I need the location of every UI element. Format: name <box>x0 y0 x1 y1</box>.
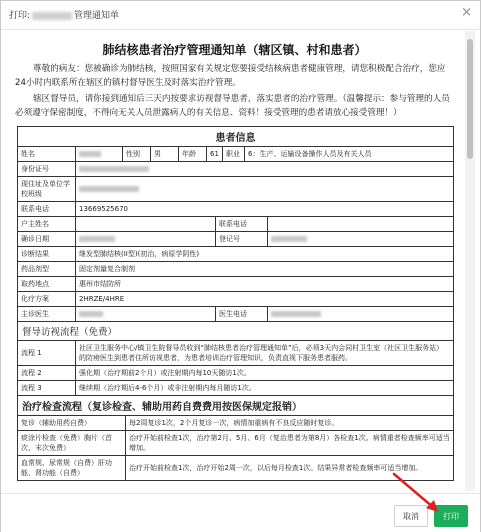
plan-value: 2HRZE/4HRE <box>79 295 125 303</box>
diag-result-value: 继发型肺结核(II型)(初治，病原学阴性) <box>79 250 200 258</box>
phone-value: 13669525670 <box>79 205 128 213</box>
table-row <box>18 247 453 262</box>
drug-type-label: 药品剂型 <box>18 262 76 276</box>
content-scrollbar[interactable] <box>465 31 475 491</box>
reg-date-value <box>268 232 453 246</box>
followup-r3-text: 治疗开始前检查1次，治疗开始2周一次，以后每月检查1次。结果异常者检查频率可适当增加。 <box>129 464 423 472</box>
table-row <box>18 232 453 247</box>
intro-paragraph-1: 尊敬的病友：您被确诊为肺结核，按照国家有关规定您要接受结核病患者健康管理，请您积极配合治疗，您应24小时内联系所在辖区的镇村督导医生及时落实治疗管理。 <box>15 64 446 88</box>
age-label: 年龄 <box>179 147 207 161</box>
dialog-title <box>9 8 119 21</box>
print-button[interactable]: 打印 <box>434 505 468 527</box>
age-value: 61 <box>207 147 223 161</box>
plan-label: 化疗方案 <box>18 292 76 306</box>
scrollbar-thumb[interactable] <box>467 39 473 159</box>
doctor-phone-value <box>268 307 453 321</box>
householder-label: 户主姓名 <box>18 217 76 231</box>
table-row <box>18 416 453 431</box>
flow2-text: 强化期（治疗期前2个月）或注射期内每10天随访1次。 <box>79 369 251 377</box>
table-row <box>18 381 453 396</box>
dialog-footer <box>1 493 480 532</box>
name-label: 姓名 <box>18 147 76 161</box>
job-label: 职业 <box>223 147 245 161</box>
doctor-value <box>76 307 216 321</box>
followup-r2-label: 痰涂片检查（免费）胸片（首次、末次免费） <box>18 431 126 455</box>
table-row <box>18 366 453 381</box>
contact-phone-label: 联系电话 <box>216 217 268 231</box>
phone-label: 联系电话 <box>18 202 76 216</box>
dialog-title-prefix: 打印: <box>9 11 31 21</box>
table-row <box>18 307 453 322</box>
diag-result-label: 诊断结果 <box>18 247 76 261</box>
table-row <box>18 431 453 456</box>
gender-label: 性别 <box>123 147 151 161</box>
table-row <box>18 177 453 202</box>
drug-type-value: 固定剂量复合制剂 <box>79 265 135 273</box>
doctor-label: 主诊医生 <box>18 307 76 321</box>
reg-date-label: 登记号 <box>216 232 268 246</box>
document-title: 肺结核患者治疗管理通知单（辖区镇、村和患者） <box>102 43 367 57</box>
close-icon[interactable]: × <box>461 5 472 20</box>
followup-r2-text: 治疗开始前检查1次，治疗第2月、5月、6月（复治患者为第8月）各检查1次。病情重者检查频率可适当增加。 <box>129 434 450 452</box>
followup-header: 治疗检查流程（复诊检查、辅助用药自费费用按医保规定报销） <box>18 396 453 416</box>
redacted-title-part <box>32 12 72 20</box>
diag-date-value <box>76 232 216 246</box>
table-row <box>18 202 453 217</box>
followup-r1-text: 每2周复诊1次，2个月复诊一次，病情加重病有不良反应随时复诊。 <box>129 419 339 427</box>
notice-table <box>17 126 454 481</box>
table-row <box>18 262 453 277</box>
dialog-titlebar <box>1 1 480 30</box>
cancel-button[interactable]: 取消 <box>394 505 428 527</box>
table-row <box>18 217 453 232</box>
flow3-text: 继续期（治疗期后4-6个月）或非注射期内每月随访1次。 <box>79 384 256 392</box>
followup-r3-label: 血常规、尿常规（自费）肝功能、肾功能（自费） <box>18 456 126 480</box>
job-value: 6：生产、运输设备操作人员及有关人员 <box>248 150 372 158</box>
flow1-text: 社区卫生服务中心/镇卫生院督导员收到“肺结核患者治疗管理通知单”后，必须3天内会同村卫生室（社区卫生服务站）的防痨医生到患者住所访视患者，为患者培训治疗管理知识，负责直视下服务患者服药。 <box>79 344 444 362</box>
table-row <box>18 277 453 292</box>
id-value <box>76 162 453 176</box>
householder-value <box>76 217 216 231</box>
dialog-title-suffix: 管理通知单 <box>74 11 120 21</box>
address-label: 现住址及单位学校班级 <box>18 177 76 201</box>
followup-r1-label: 复诊（辅助用药自费） <box>18 416 126 430</box>
table-row <box>18 147 453 162</box>
supervision-header: 督导访视流程（免费） <box>18 322 453 341</box>
contact-phone-value <box>268 217 453 231</box>
diag-date-label: 确诊日期 <box>18 232 76 246</box>
flow3-label: 流程 3 <box>18 381 76 395</box>
flow1-label: 流程 1 <box>18 341 76 365</box>
table-row <box>18 456 453 480</box>
address-value <box>76 177 453 201</box>
pickup-label: 取药地点 <box>18 277 76 291</box>
flow2-label: 流程 2 <box>18 366 76 380</box>
print-preview-content <box>7 31 462 491</box>
patient-info-header: 患者信息 <box>18 127 453 147</box>
pickup-value: 惠州市结防所 <box>79 280 121 288</box>
table-row <box>18 341 453 366</box>
table-row <box>18 292 453 307</box>
table-row <box>18 162 453 177</box>
id-label: 身份证号 <box>18 162 76 176</box>
name-value <box>76 147 123 161</box>
gender-value: 男 <box>151 147 179 161</box>
doctor-phone-label: 医生电话 <box>216 307 268 321</box>
intro-paragraph-2: 辖区督导员，请你接到通知后三天内按要求访视督导患者，落实患者的治疗管理。（温馨提示：参与管理的人员必须遵守保密制度，不得向无关人员泄露病人的有关信息、资料！接受管理的患者请放心接受管理！） <box>15 94 450 118</box>
